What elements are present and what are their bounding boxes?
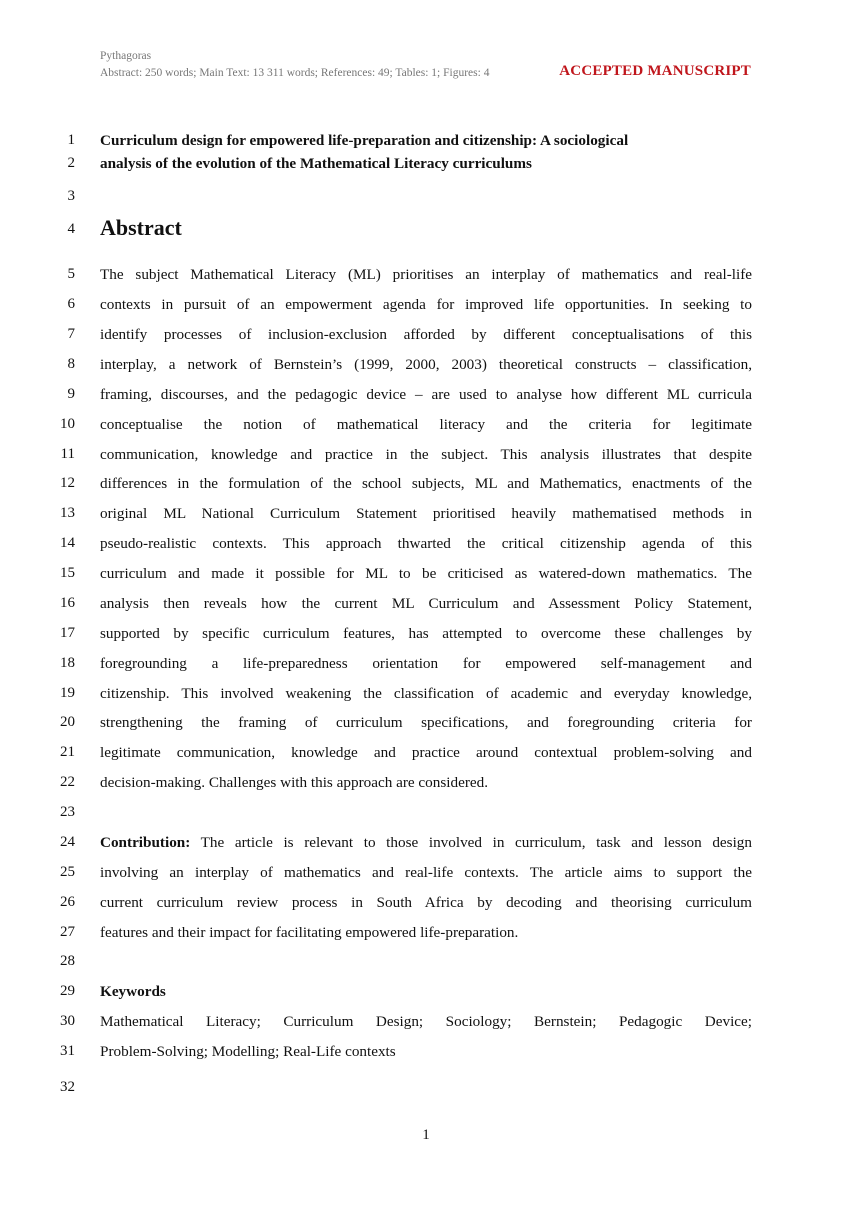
keywords-line: Mathematical Literacy; Curriculum Design; Sociology; Bernstein; Pedagogic Device; <box>100 1013 752 1030</box>
contribution-first-line <box>100 834 752 852</box>
abstract-line: conceptualise the notion of mathematical literacy and the criteria for legitimate <box>100 416 752 433</box>
abstract-line: original ML National Curriculum Statement prioritised heavily mathematised methods in <box>100 505 752 522</box>
line-number: 20 <box>60 714 75 730</box>
page-number: 1 <box>422 1127 430 1143</box>
manuscript-line <box>0 1043 852 1073</box>
abstract-line: differences in the formulation of the school subjects, ML and Mathematics, enactments of the <box>100 475 752 492</box>
line-number: 4 <box>67 221 75 237</box>
abstract-line: strengthening the framing of curriculum specifications, and foregrounding criteria for <box>100 714 752 731</box>
abstract-line: foregrounding a life-preparedness orientation for empowered self-management and <box>100 655 752 672</box>
abstract-line: citizenship. This involved weakening the classification of academic and everyday knowledge, <box>100 685 752 702</box>
line-number: 28 <box>60 953 75 969</box>
abstract-line: contexts in pursuit of an empowerment agenda for improved life opportunities. In seeking to <box>100 296 752 313</box>
line-number: 7 <box>67 326 75 342</box>
manuscript-line <box>0 983 852 1013</box>
manuscript-line <box>0 1079 852 1109</box>
manuscript-line <box>0 296 852 326</box>
running-header-counts: Abstract: 250 words; Main Text: 13 311 words; References: 49; Tables: 1; Figures: 4 <box>100 67 490 79</box>
abstract-line: identify processes of inclusion-exclusion afforded by different conceptualisations of this <box>100 326 752 343</box>
manuscript-line <box>0 864 852 894</box>
manuscript-line <box>0 714 852 744</box>
line-number: 3 <box>67 188 75 204</box>
contribution-line: current curriculum review process in South Africa by decoding and theorising curriculum <box>100 894 752 911</box>
paper-title-line-2: analysis of the evolution of the Mathematical Literacy curriculums <box>100 155 532 172</box>
manuscript-line <box>0 188 852 218</box>
accepted-manuscript-label: ACCEPTED MANUSCRIPT <box>559 63 751 79</box>
line-number: 11 <box>60 446 75 462</box>
abstract-line: analysis then reveals how the current ML Curriculum and Assessment Policy Statement, <box>100 595 752 612</box>
line-number: 24 <box>60 834 75 850</box>
line-number: 15 <box>60 565 75 581</box>
abstract-line: curriculum and made it possible for ML to be criticised as watered-down mathematics. The <box>100 565 752 582</box>
line-number: 1 <box>67 132 75 148</box>
keywords-line: Problem-Solving; Modelling; Real-Life contexts <box>100 1043 396 1060</box>
line-number: 29 <box>60 983 75 999</box>
line-number: 14 <box>60 535 75 551</box>
manuscript-line <box>0 266 852 296</box>
manuscript-line <box>0 215 852 251</box>
contribution-label: Contribution: <box>100 834 191 851</box>
abstract-line: decision-making. Challenges with this approach are considered. <box>100 774 489 791</box>
running-header-journal: Pythagoras <box>100 50 152 62</box>
manuscript-line <box>0 953 852 983</box>
line-number: 30 <box>60 1013 75 1029</box>
line-number: 13 <box>60 505 75 521</box>
line-number: 5 <box>67 266 75 282</box>
manuscript-line <box>0 834 852 864</box>
manuscript-line <box>0 774 852 804</box>
manuscript-line <box>0 655 852 685</box>
manuscript-line <box>0 386 852 416</box>
line-number: 31 <box>60 1043 75 1059</box>
manuscript-line <box>0 804 852 834</box>
manuscript-line <box>0 924 852 954</box>
line-number: 18 <box>60 655 75 671</box>
abstract-line: pseudo-realistic contexts. This approach thwarted the critical citizenship agenda of this <box>100 535 752 552</box>
line-number: 27 <box>60 924 75 940</box>
manuscript-line <box>0 744 852 774</box>
line-number: 17 <box>60 625 75 641</box>
manuscript-line <box>0 685 852 715</box>
line-number: 12 <box>60 475 75 491</box>
line-number: 19 <box>60 685 75 701</box>
manuscript-line <box>0 356 852 386</box>
line-number: 8 <box>67 356 75 372</box>
abstract-line: The subject Mathematical Literacy (ML) prioritises an interplay of mathematics and real-life <box>100 266 752 283</box>
manuscript-line <box>0 475 852 505</box>
line-number: 26 <box>60 894 75 910</box>
manuscript-line <box>0 505 852 535</box>
manuscript-line <box>0 625 852 655</box>
line-number: 2 <box>67 155 75 171</box>
line-number: 21 <box>60 744 75 760</box>
manuscript-line <box>0 894 852 924</box>
contribution-line: features and their impact for facilitating empowered life-preparation. <box>100 924 519 941</box>
line-number: 25 <box>60 864 75 880</box>
manuscript-line <box>0 1013 852 1043</box>
line-number: 32 <box>60 1079 75 1095</box>
line-number: 10 <box>60 416 75 432</box>
paper-title-line-1: Curriculum design for empowered life-preparation and citizenship: A sociological <box>100 132 629 149</box>
manuscript-line <box>0 446 852 476</box>
abstract-line: interplay, a network of Bernstein’s (1999, 2000, 2003) theoretical constructs – classification, <box>100 356 752 373</box>
abstract-line: legitimate communication, knowledge and practice around contextual problem-solving and <box>100 744 752 761</box>
manuscript-line <box>0 595 852 625</box>
manuscript-line <box>0 155 852 185</box>
abstract-line: framing, discourses, and the pedagogic device – are used to analyse how different ML curricula <box>100 386 752 403</box>
abstract-line: supported by specific curriculum features, has attempted to overcome these challenges by <box>100 625 752 642</box>
abstract-line: communication, knowledge and practice in the subject. This analysis illustrates that despite <box>100 446 752 463</box>
line-number: 9 <box>67 386 75 402</box>
manuscript-line <box>0 535 852 565</box>
line-number: 22 <box>60 774 75 790</box>
manuscript-line <box>0 565 852 595</box>
keywords-heading: Keywords <box>100 983 166 1000</box>
line-number: 23 <box>60 804 75 820</box>
line-number: 6 <box>67 296 75 312</box>
contribution-text: The article is relevant to those involved in curriculum, task and lesson design <box>190 834 752 851</box>
manuscript-line <box>0 326 852 356</box>
manuscript-line <box>0 416 852 446</box>
line-number: 16 <box>60 595 75 611</box>
abstract-heading: Abstract <box>100 215 182 240</box>
contribution-line: involving an interplay of mathematics and real-life contexts. The article aims to support the <box>100 864 752 881</box>
